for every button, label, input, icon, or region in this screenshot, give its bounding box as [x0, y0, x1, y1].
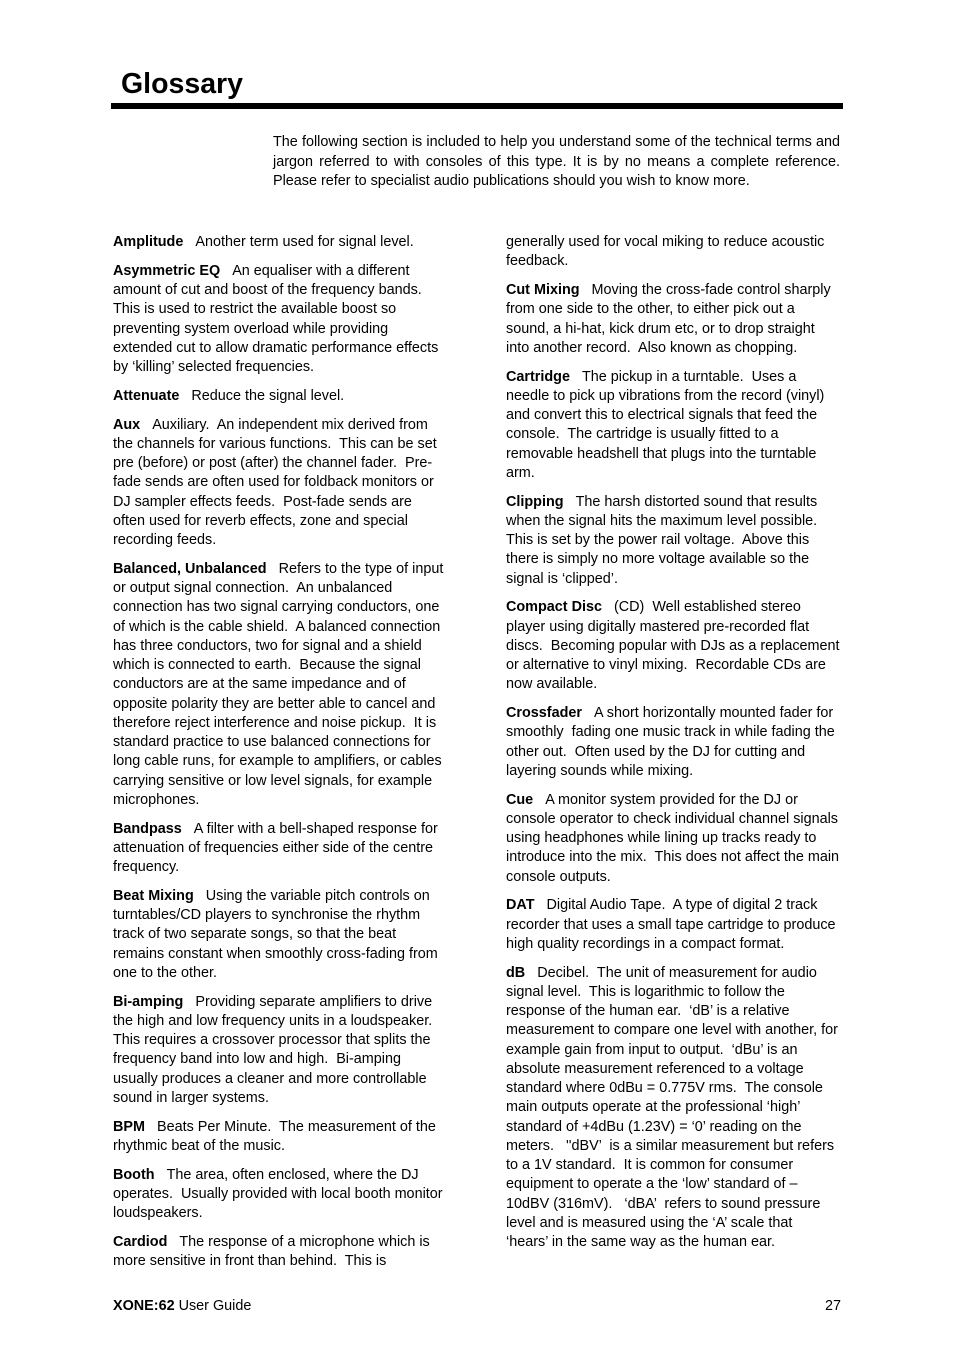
- definition-text: long cable runs, for example to amplifiers, or cables: [113, 753, 442, 770]
- glossary-entry: [506, 233, 851, 272]
- definition-line: [506, 252, 851, 271]
- definition-text: standard practice to use balanced connections for: [113, 734, 431, 750]
- definition-line: [506, 368, 851, 387]
- definition-line: [506, 868, 851, 887]
- definition-text: (CD) Well established stereo: [613, 599, 801, 616]
- definition-line: [506, 425, 851, 444]
- definition-line: [506, 300, 851, 319]
- definition-text: has three conductors, two for signal and a shield: [113, 637, 422, 654]
- definition-text: and convert this to electrical signals that feed the: [506, 407, 818, 423]
- definition-text: discs. Becoming popular with DJs as a replacement: [506, 637, 840, 654]
- footer-guide-title: [113, 1297, 251, 1316]
- definition-line: [113, 1166, 458, 1185]
- definition-line: [506, 320, 851, 339]
- definition-text: equipment to operate a the ‘low’ standard of –: [506, 1176, 798, 1193]
- definition-line: [506, 916, 851, 935]
- definition-line: [506, 339, 851, 358]
- glossary-term: Booth: [113, 1166, 155, 1183]
- definition-text: usually produces a cleaner and more controllable: [113, 1070, 427, 1087]
- definition-text: extended cut to allow dramatic performance effects: [113, 339, 439, 356]
- definition-text: arm.: [506, 464, 535, 481]
- definition-line: [113, 320, 458, 339]
- definition-line: [113, 435, 458, 454]
- definition-line: [506, 637, 851, 656]
- definition-text: to a 1V standard. It is common for consumer: [506, 1157, 794, 1173]
- glossary-entry: [506, 964, 851, 1253]
- definition-line: [113, 820, 458, 839]
- definition-line: [113, 858, 458, 877]
- glossary-entry: [506, 598, 851, 694]
- definition-line: [113, 839, 458, 858]
- definition-line: [113, 358, 458, 377]
- definition-text: console operator to check individual channel signals: [506, 810, 838, 827]
- definition-text: This requires a crossover processor that splits the: [113, 1032, 431, 1048]
- definition-line: [506, 791, 851, 810]
- definition-line: [506, 1002, 851, 1021]
- glossary-entry: [113, 993, 458, 1109]
- glossary-column-right: [506, 233, 851, 1252]
- definition-line: [506, 1098, 851, 1117]
- definition-text: high quality recordings in a compact format.: [506, 935, 785, 952]
- definition-line: [506, 848, 851, 867]
- definition-text: pre (before) or post (after) the channel fader. Pre-: [113, 455, 433, 471]
- glossary-term: DAT: [506, 897, 535, 914]
- definition-line: [506, 1137, 851, 1156]
- title-rule: [111, 103, 843, 109]
- glossary-term: Compact Disc: [506, 599, 602, 616]
- definition-line: [113, 531, 458, 550]
- definition-text: This is set by the power rail voltage. Above this: [506, 532, 810, 548]
- page-number: 27: [824, 1298, 841, 1314]
- definition-text: remains constant when smoothly cross-fading from: [113, 945, 438, 962]
- definition-text: into another record. Also known as chopping.: [506, 339, 798, 356]
- definition-line: [506, 445, 851, 464]
- glossary-entry: [113, 560, 458, 810]
- intro-line: The following section is included to help you understand some of the technical terms and: [273, 134, 840, 150]
- glossary-entry: [506, 281, 851, 358]
- glossary-entry: [113, 820, 458, 878]
- definition-text: microphones.: [113, 791, 200, 808]
- definition-text: example gain from input to output. ‘dBu’ is an: [506, 1041, 798, 1058]
- definition-line: [506, 464, 851, 483]
- glossary-term: BPM: [113, 1118, 145, 1135]
- definition-text: recording feeds.: [113, 532, 217, 548]
- definition-text: A short horizontally mounted fader for: [593, 705, 834, 721]
- definition-line: [113, 791, 458, 810]
- definition-text: or alternative to vinyl mixing. Recordable CDs are: [506, 657, 826, 673]
- glossary-term: Aux: [113, 416, 141, 433]
- glossary-column-left: [113, 233, 458, 1271]
- definition-line: [113, 887, 458, 906]
- definition-text: connection has two signal carrying conductors, one: [113, 599, 440, 616]
- definition-line: [113, 1118, 458, 1137]
- intro-paragraph: [273, 133, 840, 192]
- definition-text: or output signal connection. An unbalanced: [113, 580, 393, 596]
- definition-line: [113, 906, 458, 925]
- definition-line: [113, 300, 458, 319]
- definition-text: now available.: [506, 676, 598, 693]
- definition-text: Providing separate amplifiers to drive: [195, 993, 433, 1010]
- definition-line: [113, 637, 458, 656]
- definition-line: [506, 512, 851, 531]
- definition-text: one to the other.: [113, 964, 218, 981]
- definition-line: [506, 1021, 851, 1040]
- definition-line: [113, 656, 458, 675]
- definition-line: [113, 473, 458, 492]
- definition-text: other out. Often used by the DJ for cutting and: [506, 743, 806, 760]
- glossary-entry: [113, 887, 458, 983]
- definition-text: Auxiliary. An independent mix derived from: [152, 416, 428, 433]
- definition-text: opposite polarity they are better able to cancel and: [113, 695, 436, 712]
- definition-text: sound, a hi-hat, kick drum etc, or to drop straight: [506, 320, 815, 337]
- definition-text: An equaliser with a different: [232, 262, 410, 279]
- definition-text: from one side to the other, to either pick out a: [506, 301, 795, 318]
- definition-text: frequency.: [113, 859, 180, 875]
- definition-text: Reduce the signal level.: [191, 387, 345, 404]
- definition-text: response of the human ear. ‘dB’ is a relative: [506, 1003, 790, 1019]
- glossary-term: Balanced, Unbalanced: [113, 560, 267, 577]
- definition-line: [113, 925, 458, 944]
- definition-text: attenuation of frequencies either side of the centre: [113, 839, 434, 856]
- definition-line: [506, 1214, 851, 1233]
- definition-text: when the signal hits the maximum level possible.: [506, 512, 818, 529]
- definition-text: Decibel. The unit of measurement for audio: [537, 964, 817, 981]
- definition-text: rhythmic beat of the music.: [113, 1137, 285, 1154]
- glossary-entry: [506, 791, 851, 887]
- definition-text: of which is the cable shield. A balanced connection: [113, 618, 441, 635]
- glossary-entry: [113, 1233, 458, 1272]
- glossary-entry: [506, 368, 851, 484]
- definition-text: Using the variable pitch controls on: [205, 887, 430, 904]
- intro-line: Please refer to specialist audio publications should you wish to know more.: [273, 173, 750, 189]
- definition-line: [113, 752, 458, 771]
- definition-text: fade sends are often used for foldback monitors or: [113, 474, 434, 491]
- definition-line: [113, 512, 458, 531]
- definition-text: conductors are at the same impedance and of: [113, 676, 406, 693]
- glossary-term: Amplitude: [113, 234, 184, 250]
- glossary-entry: [506, 704, 851, 781]
- definition-line: [506, 964, 851, 983]
- definition-line: [506, 723, 851, 742]
- definition-line: [506, 743, 851, 762]
- definition-line: [113, 1252, 458, 1271]
- definition-text: recorder that uses a small tape cartridge to produce: [506, 916, 836, 933]
- definition-text: A monitor system provided for the DJ or: [545, 791, 798, 808]
- definition-line: [506, 1060, 851, 1079]
- definition-line: [113, 493, 458, 512]
- definition-text: smoothly fading one music track in while fading the: [506, 724, 835, 741]
- glossary-entry: [506, 896, 851, 954]
- glossary-term: dB: [506, 964, 526, 981]
- definition-text: measurement to compare one level with another, for: [506, 1022, 838, 1039]
- glossary-entry: [113, 233, 458, 252]
- definition-text: more sensitive in front than behind. This is: [113, 1253, 387, 1269]
- glossary-entry: [113, 387, 458, 406]
- definition-line: [506, 281, 851, 300]
- glossary-term: Crossfader: [506, 705, 582, 721]
- glossary-term: Bi-amping: [113, 993, 184, 1010]
- definition-line: [506, 493, 851, 512]
- glossary-term: Attenuate: [113, 387, 180, 404]
- definition-text: which is connected to earth. Because the signal: [113, 657, 421, 673]
- glossary-term: Cut Mixing: [506, 282, 580, 298]
- definition-line: [113, 1137, 458, 1156]
- definition-line: [113, 993, 458, 1012]
- glossary-term: Asymmetric EQ: [113, 262, 221, 279]
- definition-text: standard of +4dBu (1.23V) = ‘0’ reading on the: [506, 1118, 802, 1135]
- definition-line: [506, 406, 851, 425]
- glossary-term: Clipping: [506, 493, 564, 510]
- definition-line: [113, 560, 458, 579]
- definition-text: meters. ''dBV’ is a similar measurement but refers: [506, 1137, 835, 1154]
- definition-line: [113, 579, 458, 598]
- definition-text: by ‘killing’ selected frequencies.: [113, 359, 315, 375]
- definition-text: Digital Audio Tape. A type of digital 2 track: [546, 897, 818, 914]
- definition-text: frequency band into low and high. Bi-amping: [113, 1051, 401, 1068]
- definition-line: [506, 531, 851, 550]
- definition-line: [113, 416, 458, 435]
- definition-text: using headphones while lining up tracks ready to: [506, 830, 817, 846]
- footer-product-name: XONE:62: [113, 1298, 175, 1314]
- definition-text: DJ sampler effects feeds. Post-fade sends are: [113, 493, 412, 510]
- definition-text: layering sounds while mixing.: [506, 762, 694, 779]
- definition-text: level and is measured using the ‘A’ scale that: [506, 1214, 793, 1231]
- definition-text: generally used for vocal miking to reduce acoustic: [506, 234, 825, 250]
- definition-line: [113, 1185, 458, 1204]
- definition-text: carrying sensitive or low level signals, for example: [113, 772, 433, 789]
- definition-line: [113, 387, 458, 406]
- definition-text: amount of cut and boost of the frequency bands.: [113, 282, 422, 298]
- definition-text: This is used to restrict the available boost so: [113, 301, 397, 318]
- intro-line: jargon referred to with consoles of this type. It is by no means a complete reference.: [273, 153, 840, 170]
- definition-line: [113, 598, 458, 617]
- definition-text: main outputs operate at the professional ‘high’: [506, 1099, 801, 1116]
- definition-line: [113, 772, 458, 791]
- definition-text: needle to pick up vibrations from the record (vinyl): [506, 387, 825, 404]
- definition-text: track of two separate songs, so that the beat: [113, 926, 397, 943]
- page-title: Glossary: [121, 68, 243, 100]
- definition-text: feedback.: [506, 253, 569, 270]
- definition-text: The harsh distorted sound that results: [575, 493, 818, 510]
- glossary-term: Cue: [506, 791, 534, 808]
- definition-line: [113, 281, 458, 300]
- definition-text: The pickup in a turntable. Uses a: [581, 368, 797, 385]
- definition-line: [506, 810, 851, 829]
- definition-line: [506, 656, 851, 675]
- definition-text: often used for reverb effects, zone and special: [113, 512, 408, 529]
- definition-line: [506, 618, 851, 637]
- definition-text: therefore reject interference and noise pickup. It is: [113, 714, 437, 731]
- definition-text: operates. Usually provided with local booth monitor: [113, 1185, 443, 1202]
- definition-line: [506, 896, 851, 915]
- glossary-entry: [113, 416, 458, 551]
- definition-text: Another term used for signal level.: [195, 234, 414, 250]
- glossary-entry: [113, 262, 458, 378]
- definition-text: ‘hears’ in the same way as the human ear.: [506, 1234, 776, 1250]
- definition-text: console outputs.: [506, 868, 611, 885]
- definition-line: [506, 675, 851, 694]
- definition-line: [113, 1050, 458, 1069]
- definition-line: [506, 1079, 851, 1098]
- definition-line: [113, 945, 458, 964]
- definition-line: [506, 570, 851, 589]
- definition-text: there is simply no more voltage available so the: [506, 551, 810, 568]
- definition-line: [506, 1118, 851, 1137]
- definition-text: the high and low frequency units in a loudspeaker.: [113, 1012, 433, 1029]
- definition-text: console. The cartridge is usually fitted to a: [506, 426, 779, 443]
- glossary-entry: [113, 1118, 458, 1157]
- definition-text: loudspeakers.: [113, 1205, 203, 1221]
- glossary-term: Bandpass: [113, 820, 182, 837]
- definition-text: the channels for various functions. This can be set: [113, 435, 437, 452]
- definition-line: [506, 1156, 851, 1175]
- definition-line: [113, 1233, 458, 1252]
- definition-line: [506, 598, 851, 617]
- definition-line: [506, 233, 851, 252]
- definition-line: [113, 1089, 458, 1108]
- glossary-term: Cartridge: [506, 368, 570, 385]
- definition-line: [113, 1204, 458, 1223]
- definition-line: [506, 1041, 851, 1060]
- definition-line: [113, 1012, 458, 1031]
- definition-line: [113, 964, 458, 983]
- definition-text: introduce into the mix. This does not affect the main: [506, 849, 840, 866]
- glossary-term: Cardiod: [113, 1233, 168, 1250]
- definition-line: [113, 339, 458, 358]
- definition-line: [113, 262, 458, 281]
- definition-text: Moving the cross-fade control sharply: [591, 282, 831, 298]
- definition-line: [506, 829, 851, 848]
- definition-line: [113, 454, 458, 473]
- glossary-term: Beat Mixing: [113, 887, 194, 904]
- definition-line: [506, 935, 851, 954]
- definition-text: turntables/CD players to synchronise the rhythm: [113, 907, 421, 923]
- definition-line: [113, 714, 458, 733]
- definition-line: [506, 1195, 851, 1214]
- definition-text: Refers to the type of input: [278, 560, 444, 577]
- definition-line: [113, 675, 458, 694]
- glossary-entry: [113, 1166, 458, 1224]
- definition-text: The area, often enclosed, where the DJ: [166, 1166, 419, 1183]
- definition-text: A filter with a bell-shaped response for: [193, 820, 438, 837]
- definition-line: [506, 1233, 851, 1252]
- definition-text: sound in larger systems.: [113, 1089, 269, 1106]
- definition-line: [506, 983, 851, 1002]
- definition-text: Beats Per Minute. The measurement of the: [156, 1118, 436, 1135]
- definition-text: absolute measurement referenced to a voltage: [506, 1060, 804, 1077]
- definition-text: signal level. This is logarithmic to follow the: [506, 983, 785, 1000]
- definition-line: [113, 233, 458, 252]
- definition-text: standard where 0dBu = 0.775V rms. The console: [506, 1080, 823, 1096]
- definition-line: [113, 618, 458, 637]
- definition-line: [506, 387, 851, 406]
- definition-line: [506, 762, 851, 781]
- definition-text: signal is ‘clipped’.: [506, 570, 618, 587]
- definition-line: [506, 1175, 851, 1194]
- definition-line: [113, 695, 458, 714]
- definition-line: [506, 550, 851, 569]
- glossary-entry: [506, 493, 851, 589]
- definition-line: [113, 1070, 458, 1089]
- definition-text: The response of a microphone which is: [179, 1233, 430, 1250]
- definition-line: [113, 733, 458, 752]
- definition-text: preventing system overload while providing: [113, 320, 389, 337]
- definition-text: removable headshell that plugs into the turntable: [506, 445, 817, 462]
- footer-guide-label: User Guide: [178, 1298, 252, 1314]
- definition-text: 10dBV (316mV). ‘dBA’ refers to sound pressure: [506, 1195, 821, 1212]
- definition-text: player using digitally mastered pre-recorded flat: [506, 618, 810, 635]
- definition-line: [113, 1031, 458, 1050]
- definition-line: [506, 704, 851, 723]
